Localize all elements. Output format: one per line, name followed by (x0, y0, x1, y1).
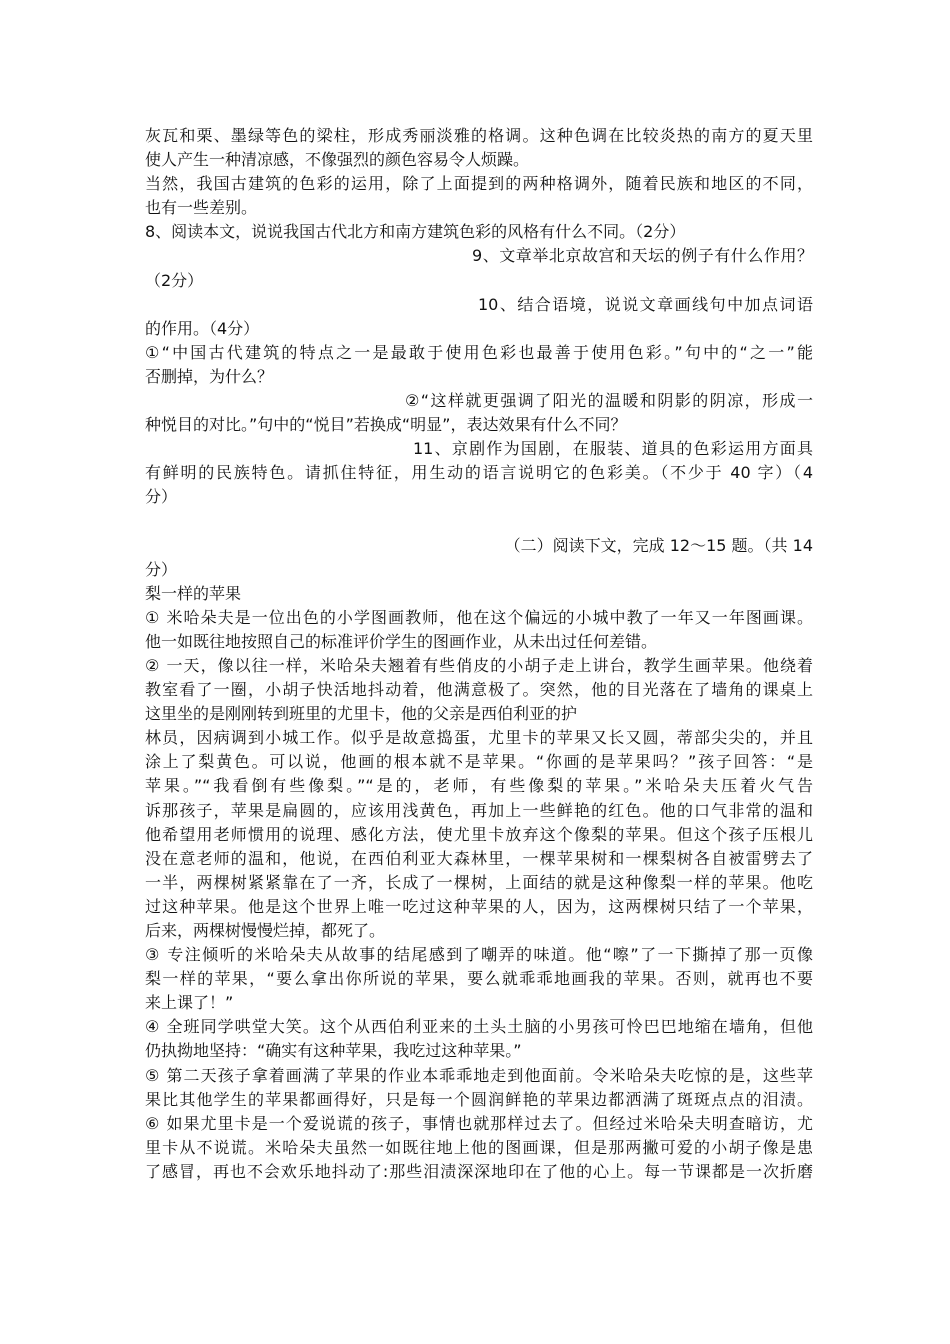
question-9: 9、文章举北京故宫和天坛的例子有什么作用？ (472, 246, 813, 266)
paragraph-line: 教室看了一圈，小胡子快活地抖动着，他满意极了。突然，他的目光落在了墙角的课桌上 (145, 680, 813, 700)
sub-question-1: ①“中国古代建筑的特点之一是最敢于使用色彩也最善于使用色彩。”句中的“之一”能 (145, 342, 813, 362)
question-11: 11、京剧作为国剧，在服装、道具的色彩运用方面具 (413, 439, 813, 459)
paragraph-line: ④ 全班同学哄堂大笑。这个从西伯利亚来的土头土脑的小男孩可怜巴巴地缩在墙角，但他 (145, 1017, 813, 1037)
paragraph-line: 他希望用老师惯用的说理、感化方法，使尤里卡放弃这个像梨的苹果。但这个孩子压根儿 (145, 824, 813, 844)
paragraph-line: 后来，两棵树慢慢烂掉，都死了。 (145, 921, 386, 940)
text-line: （2分） (145, 270, 204, 290)
blank-line (145, 510, 813, 534)
paragraph-line: 诉那孩子，苹果是扁圆的，应该用浅黄色，再加上一些鲜艳的红色。他的口气非常的温和 (145, 800, 813, 820)
text-line: 也有一些差别。 (145, 198, 258, 218)
paragraph-line: 一半，两棵树紧紧靠在了一齐，长成了一棵树，上面结的就是这种像梨一样的苹果。他吃 (145, 872, 813, 892)
document-page (145, 124, 813, 1184)
paragraph-line: ① 米哈朵夫是一位出色的小学图画教师，他在这个偏远的小城中教了一年又一年图画课。 (145, 607, 813, 627)
text-line: 灰瓦和栗、墨绿等色的梁柱，形成秀丽淡雅的格调。这种色调在比较炎热的南方的夏天里 (145, 126, 813, 145)
paragraph-line: ⑥ 如果尤里卡是一个爱说谎的孩子，事情也就那样过去了。但经过米哈朵夫明查暗访，尤 (145, 1113, 813, 1133)
paragraph-line: ⑤ 第二天孩子拿着画满了苹果的作业本乖乖地走到他面前。令米哈朵夫吃惊的是，这些苹 (145, 1065, 813, 1085)
paragraph-line: 过这种苹果。他是这个世界上唯一吃过这种苹果的人，因为，这两棵树只结了一个苹果， (145, 896, 813, 916)
paragraph-line: 他一如既往地按照自己的标准评价学生的图画作业，从未出过任何差错。 (145, 631, 658, 651)
sub-question-2: ②“这样就更强调了阳光的温暖和阴影的阴凉，形成一 (405, 391, 813, 411)
section-heading: （二）阅读下文，完成 12～15 题。（共 14 (504, 535, 813, 555)
paragraph-line: 里卡从不说谎。米哈朵夫虽然一如既往地上他的图画课，但是那两撇可爱的小胡子像是患 (145, 1137, 813, 1157)
text-line: 有鲜明的民族特色。请抓住特征，用生动的语言说明它的色彩美。（不少于 40 字）（4 (145, 463, 813, 483)
paragraph-line: ③ 专注倾听的米哈朵夫从故事的结尾感到了嘲弄的味道。他“嚓”了一下撕掉了那一页像 (145, 945, 813, 965)
paragraph-line: ② 一天，像以往一样，米哈朵夫翘着有些俏皮的小胡子走上讲台，教学生画苹果。他绕着 (145, 655, 813, 675)
text-line: 当然，我国古建筑的色彩的运用，除了上面提到的两种格调外，随着民族和地区的不同， (145, 174, 813, 194)
paragraph-line: 来上课了！” (145, 993, 234, 1013)
paragraph-line: 这里坐的是刚刚转到班里的尤里卡，他的父亲是西伯利亚的护 (145, 704, 578, 724)
text-line: 种悦目的对比。”句中的“悦目”若换成“明显”，表达效果有什么不同？ (145, 415, 627, 435)
paragraph-line: 仍执拗地坚持：“确实有这种苹果，我吃过这种苹果。” (145, 1041, 522, 1061)
text-line: 分） (145, 559, 178, 579)
text-line: 的作用。（4分） (145, 318, 260, 338)
text-line: 使人产生一种清凉感，不像强烈的颜色容易令人烦躁。 (145, 150, 530, 170)
question-10: 10、结合语境，说说文章画线句中加点词语 (478, 294, 813, 314)
text-line: 分） (145, 487, 178, 507)
paragraph-line: 了感冒，再也不会欢乐地抖动了:那些泪渍深深地印在了他的心上。每一节课都是一次折磨 (145, 1161, 813, 1181)
question-8: 8、阅读本文，说说我国古代北方和南方建筑色彩的风格有什么不同。（2分） (145, 222, 686, 242)
paragraph-line: 林员，因病调到小城工作。似乎是故意捣蛋，尤里卡的苹果又长又圆，蒂部尖尖的，并且 (145, 728, 813, 748)
paragraph-line: 涂上了梨黄色。可以说，他画的根本就不是苹果。“你画的是苹果吗？”孩子回答：“是 (145, 752, 813, 772)
article-title: 梨一样的苹果 (145, 583, 242, 603)
paragraph-line: 没在意老师的温和，他说，在西伯利亚大森林里，一棵苹果树和一棵梨树各自被雷劈去了 (145, 848, 813, 868)
paragraph-line: 苹果。”“我看倒有些像梨。”“是的，老师，有些像梨的苹果。”米哈朵夫压着火气告 (145, 776, 813, 796)
paragraph-line: 果比其他学生的苹果都画得好，只是每一个圆润鲜艳的苹果边都洒满了斑斑点点的泪渍。 (145, 1089, 813, 1109)
paragraph-line: 梨一样的苹果，“要么拿出你所说的苹果，要么就乖乖地画我的苹果。否则，就再也不要 (145, 969, 813, 989)
text-line: 否删掉，为什么？ (145, 366, 274, 386)
